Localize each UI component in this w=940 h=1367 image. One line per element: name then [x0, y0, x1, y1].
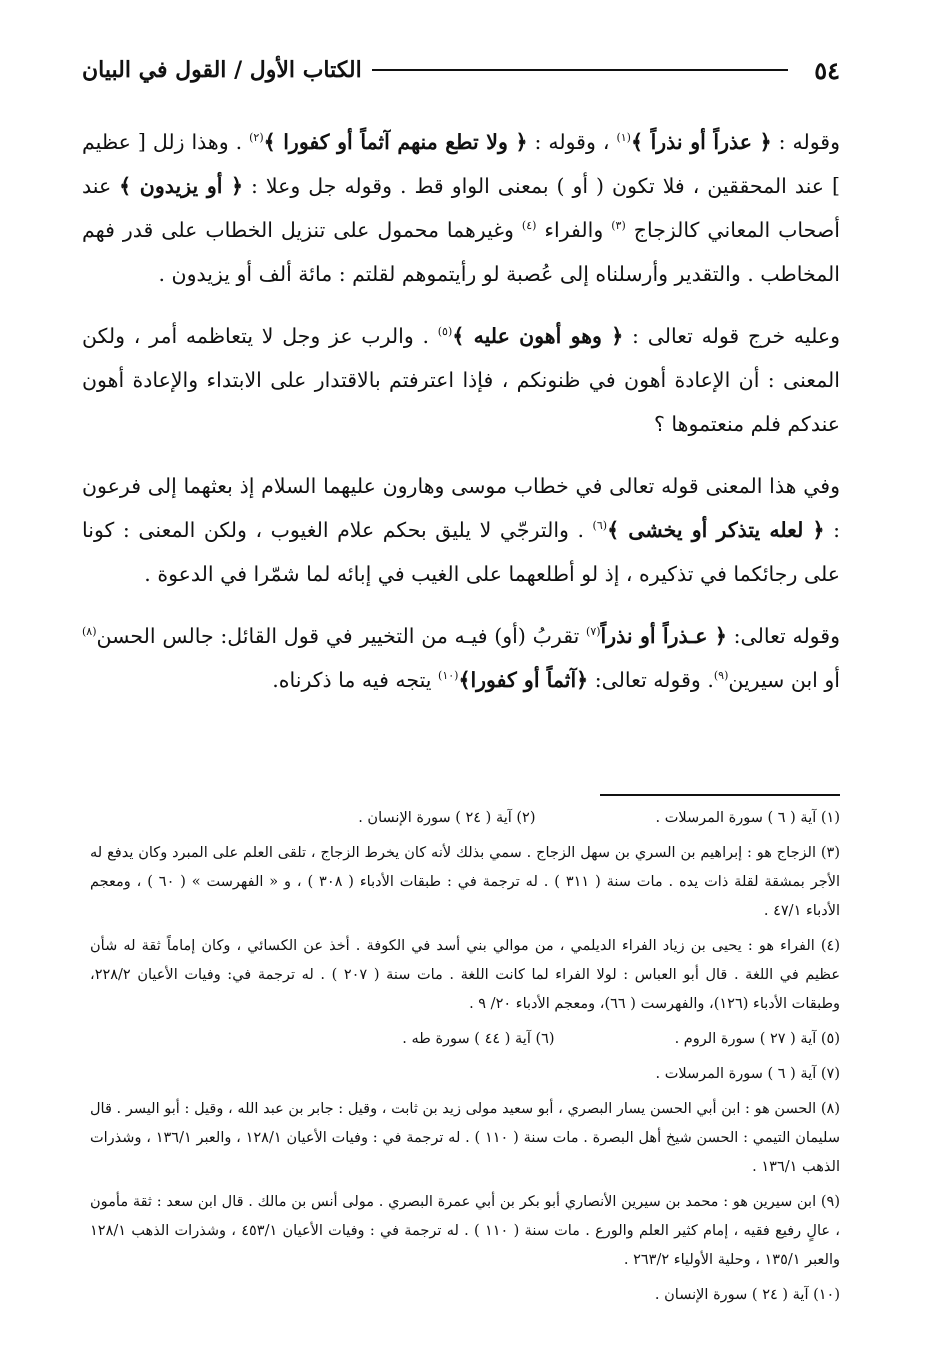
footnote-8: (٨) الحسن هو : ابن أبي الحسن يسار البصري ، أبو سعيد مولى زيد بن ثابت ، وقيل : جابر بن عبد الله ، وقيل : أبو اليسر . قال سليمان التيمي : الحسن شيخ أهل البصرة . مات سنة ( ١١٠ ) . له ترجمة في : وفيات الأعيان ١٢٨/١ ، والعبر ١٣٦/١ ، وشذرات الذهب ١٣٦/١ .	[90, 1101, 841, 1175]
paragraph	[82, 314, 840, 446]
text-run: وفي هذا المعنى قوله تعالى في خطاب موسى وهارون عليهما السلام إذ بعثهما إلى فرعون :	[82, 474, 840, 542]
footnote-ref: (١)	[616, 131, 631, 145]
main-text	[82, 120, 840, 720]
quran-quote: ﴿ ولا تطع منهم آثماً أو كفورا ﴾	[263, 130, 528, 154]
text-run: عند أصحاب المعاني كالزجاج	[82, 174, 840, 242]
footnote-3: (٣) الزجاج هو : إبراهيم بن السري بن سهل الزجاج . سمي بذلك لأنه كان يخرط الزجاج ، تلقى العلم على المبرد وكان يدفع له الأجر بمشقة لقلة ذات يده . مات سنة ( ٣١١ ) . له ترجمة في : طبقات الأدباء ( ٣٠٨ ) ، و « الفهرست » ( ٦٠ ) ، ومعجم الأدباء ٤٧/١ .	[90, 845, 840, 919]
footnote-ref: (٥)	[437, 325, 453, 339]
text-run: والفراء	[536, 218, 612, 242]
running-title: الكتاب الأول / القول في البيان	[82, 57, 362, 83]
quran-quote: ﴿ عذراً أو نذراً ﴾	[630, 130, 772, 154]
paragraph	[82, 464, 840, 596]
footnote-separator	[600, 794, 840, 796]
text-run: وقوله تعالى:	[726, 624, 840, 648]
footnote-10: (١٠) آية ( ٢٤ ) سورة الإنسان .	[654, 1287, 840, 1303]
footnote-ref: (٢)	[249, 131, 264, 145]
footnote-6: (٦) آية ( ٤٤ ) سورة طه .	[402, 1031, 555, 1047]
footnote-5: (٥) آية ( ٢٧ ) سورة الروم .	[674, 1031, 840, 1047]
text-run: وغيرهما محمول على تنزيل الخطاب على قدر فهم المخاطب . والتقدير وأرسلناه إلى عُصبة لو رأيتموهم لقلتم : مائة ألف أو يزيدون .	[82, 218, 840, 286]
footnote-ref: (٧)	[586, 625, 601, 639]
text-run: . والترجّي لا يليق بحكم علام الغيوب ، ولكن المعنى : كونا على رجائكما في تذكيره ، إذ لو أطلعهما على الغيب في إبائه لما شمّرا في الدعوة .	[82, 518, 840, 586]
quran-quote: ﴿ لعله يتذكر أو يخشى ﴾	[607, 518, 825, 542]
footnote-9: (٩) ابن سيرين هو : محمد بن سيرين الأنصاري أبو بكر بن أبي عمرة البصري . مولى أنس بن مالك . قال ابن سعد : ثقة مأمون ، عالٍ رفيع فقيه ، إمام كثير العلم والورع . مات سنة ( ١١٠ ) . له ترجمة في : وفيات الأعيان ٤٥٣/١ ، وشذرات الذهب ١٢٨/١ والعبر ١٣٥/١ ، وحلية الأولياء ٢٦٣/٢ .	[90, 1194, 840, 1268]
footnote-row	[90, 804, 840, 833]
text-run: وقوله :	[771, 130, 841, 154]
text-run: تقربُ (أو) فيـه من التخيير في قول القائل: جالس الحسن	[96, 624, 587, 648]
footnote-ref: (٨)	[82, 625, 97, 639]
quran-quote: ﴿ عـذراً أو نذراً	[600, 624, 727, 648]
page-header	[82, 52, 840, 88]
text-run: . وهذا زلل [ عظيم ] عند المحققين ، فلا تكون ( أو ) بمعنى الواو قط . وقوله جل وعلا :	[82, 130, 841, 198]
text-run: أو ابن سيرين	[728, 668, 840, 692]
header-rule	[372, 69, 789, 71]
paragraph	[82, 120, 840, 296]
text-run: ، وقوله :	[527, 130, 617, 154]
footnote-ref: (١٠)	[438, 669, 459, 683]
text-run: . والرب عز وجل لا يتعاظمه أمر ، ولكن المعنى : أن الإعادة أهون في ظنونكم ، فإذا اعترفتم بالاقتدار على الابتداء والإعادة أهون عندكم فلم منعتموها ؟	[82, 324, 840, 436]
text-run: يتجه فيه ما ذكرناه.	[272, 668, 439, 692]
footnote-ref: (٦)	[592, 519, 608, 533]
text-run: . وقوله تعالى:	[588, 668, 714, 692]
footnotes	[90, 804, 840, 1316]
footnote-row	[90, 1025, 840, 1054]
footnote-ref: (٤)	[521, 219, 537, 233]
footnote-1: (١) آية ( ٦ ) سورة المرسلات .	[655, 810, 840, 826]
text-run: وعليه خرج قوله تعالى :	[623, 324, 840, 348]
quran-quote: ﴿ أو يزيدون ﴾	[119, 174, 244, 198]
footnote-7: (٧) آية ( ٦ ) سورة المرسلات .	[655, 1066, 840, 1082]
quran-quote: ﴿ وهو أهون عليه ﴾	[452, 324, 624, 348]
quran-quote: ﴿آثماً أو كفورا﴾	[458, 668, 589, 692]
paragraph	[82, 614, 840, 702]
footnote-2: (٢) آية ( ٢٤ ) سورة الإنسان .	[358, 810, 536, 826]
page-number: ٥٤	[814, 55, 840, 85]
footnote-4: (٤) الفراء هو : يحيى بن زياد الفراء الديلمي ، من موالي بني أسد في الكوفة . أخذ عن الكسائي ، وكان إماماً ثقة له شأن عظيم في اللغة . قال أبو العباس : لولا الفراء لما كانت اللغة . مات سنة ( ٢٠٧ ) . له ترجمة في: وفيات الأعيان ٢٢٨/٢، وطبقات الأدباء (١٢٦)، والفهرست ( ٦٦)، ومعجم الأدباء ٢٠/ ٩ .	[90, 938, 840, 1012]
footnote-ref: (٣)	[611, 219, 626, 233]
footnote-ref: (٩)	[713, 669, 729, 683]
